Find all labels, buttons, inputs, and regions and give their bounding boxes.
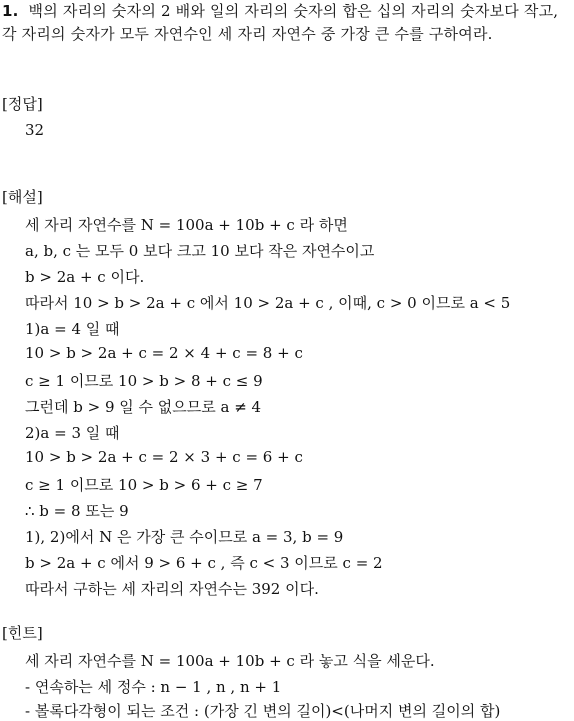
problem-text: 백의 자리의 숫자의 2 배와 일의 자리의 숫자의 합은 십의 자리의 숫자보다 작고, 각 자리의 숫자가 모두 자연수인 세 자리 자연수 중 가장 큰 수를 구하여라. <box>2 2 559 43</box>
solution-line: 그런데 b > 9 일 수 없으므로 a ≠ 4 <box>25 398 262 416</box>
answer-value: 32 <box>25 121 45 139</box>
solution-line: 따라서 10 > b > 2a + c 에서 10 > 2a + c , 이때, c > 0 이므로 a < 5 <box>25 294 511 312</box>
solution-line: c ≥ 1 이므로 10 > b > 6 + c ≥ 7 <box>25 476 263 494</box>
solution-line: 10 > b > 2a + c = 2 × 4 + c = 8 + c <box>25 344 303 362</box>
solution-line: 따라서 구하는 세 자리의 자연수는 392 이다. <box>25 580 319 598</box>
solution-line: ∴ b = 8 또는 9 <box>25 502 129 520</box>
solution-line: a, b, c 는 모두 0 보다 크고 10 보다 작은 자연수이고 <box>25 242 375 260</box>
solution-line: 10 > b > 2a + c = 2 × 3 + c = 6 + c <box>25 448 303 466</box>
solution-label: [해설] <box>2 188 43 206</box>
problem-number: 1. <box>2 2 19 20</box>
solution-line: 2)a = 3 일 때 <box>25 424 120 442</box>
problem-statement <box>2 0 572 46</box>
solution-line: 1)a = 4 일 때 <box>25 320 120 338</box>
hint-line: - 볼록다각형이 되는 조건 : (가장 긴 변의 길이)<(나머지 변의 길이의 합) <box>25 702 501 720</box>
solution-line: 세 자리 자연수를 N = 100a + 10b + c 라 하면 <box>25 216 348 234</box>
solution-line: c ≥ 1 이므로 10 > b > 8 + c ≤ 9 <box>25 372 263 390</box>
solution-line: b > 2a + c 에서 9 > 6 + c , 즉 c < 3 이므로 c = 2 <box>25 554 383 572</box>
solution-line: 1), 2)에서 N 은 가장 큰 수이므로 a = 3, b = 9 <box>25 528 344 546</box>
solution-line: b > 2a + c 이다. <box>25 268 145 286</box>
hint-line: 세 자리 자연수를 N = 100a + 10b + c 라 놓고 식을 세운다. <box>25 652 435 670</box>
hint-label: [힌트] <box>2 624 43 642</box>
answer-label: [정답] <box>2 95 43 113</box>
hint-line: - 연속하는 세 정수 : n − 1 , n , n + 1 <box>25 678 282 696</box>
